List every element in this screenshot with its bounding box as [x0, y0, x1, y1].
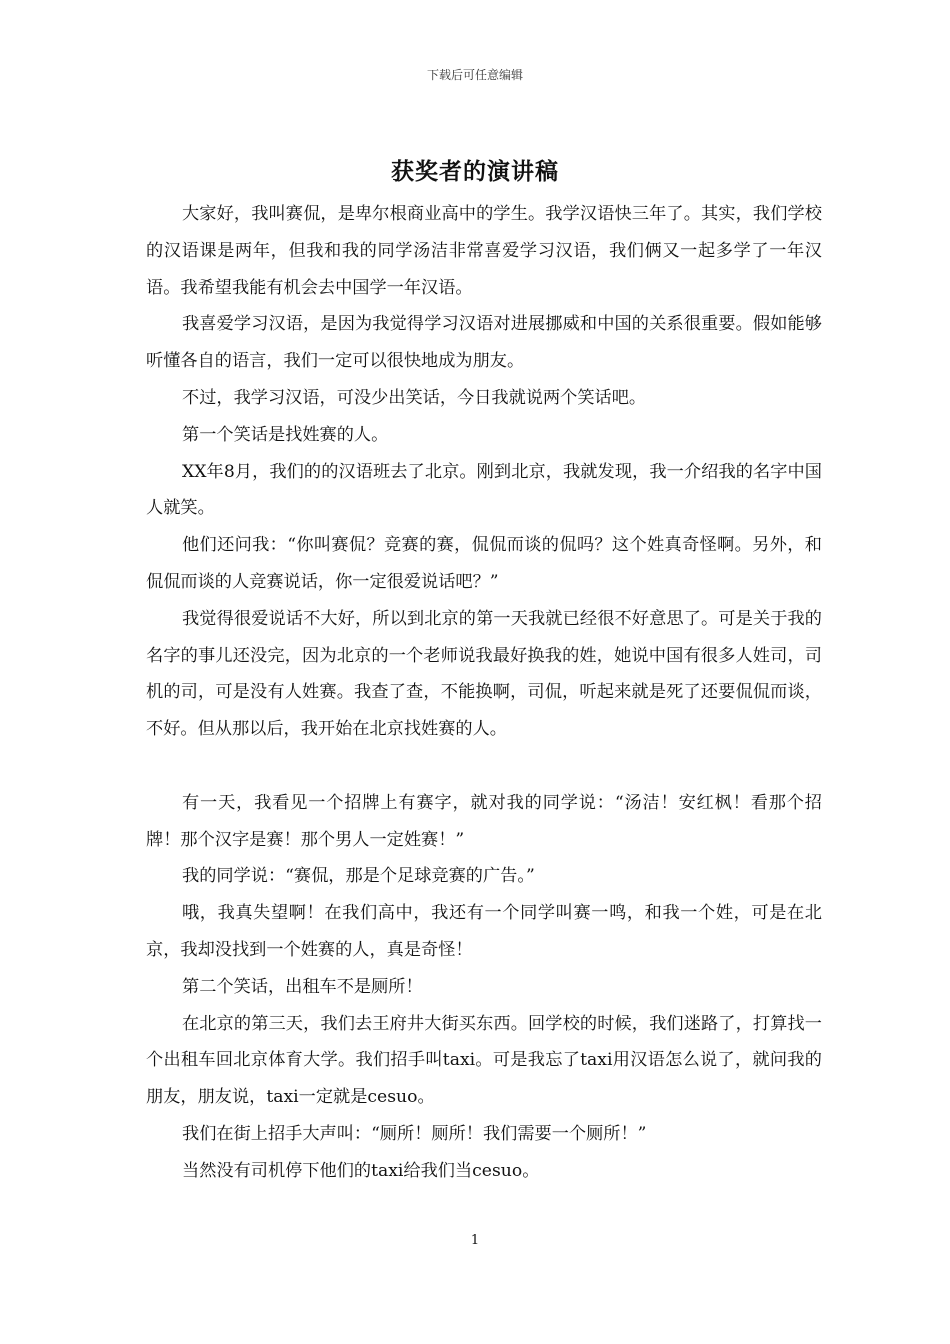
paragraph-7: 我觉得很爱说话不大好，所以到北京的第一天我就已经很不好意思了。可是关于我的名字的事儿还没完，因为北京的一个老师说我最好换我的姓，她说中国有很多人姓司，司机的司，可是没有人姓赛。我查了查，不能换啊，司侃，听起来就是死了还要侃侃而谈，不好。但从那以后，我开始在北京找姓赛的人。 [146, 608, 822, 740]
paragraph-2: 我喜爱学习汉语，是因为我觉得学习汉语对进展挪威和中国的关系很重要。假如能够听懂各自的语言，我们一定可以很快地成为朋友。 [146, 314, 822, 372]
header-note: 下载后可任意编辑 [426, 68, 523, 82]
paragraph-5: XX年8月，我们的的汉语班去了北京。刚到北京，我就发现，我一介绍我的名字中国人就笑。 [146, 461, 822, 519]
paragraph-10: 哦，我真失望啊！在我们高中，我还有一个同学叫赛一鸣，和我一个姓，可是在北京，我却没找到一个姓赛的人，真是奇怪！ [146, 903, 822, 960]
paragraph-12: 在北京的第三天，我们去王府井大街买东西。回学校的时候，我们迷路了，打算找一个出租车回北京体育大学。我们招手叫taxi。可是我忘了taxi用汉语怎么说了，就问我的朋友，朋友说，taxi一定就是cesuo。 [146, 1013, 822, 1108]
blank-line [146, 748, 822, 785]
paragraph-9: 我的同学说：“赛侃，那是个足球竞赛的广告。” [182, 866, 535, 887]
document-body [146, 196, 822, 1190]
paragraph-11: 第二个笑话，出租车不是厕所！ [182, 976, 423, 997]
paragraph-8: 有一天，我看见一个招牌上有赛字，就对我的同学说：“汤洁！安红枫！看那个招牌！那个汉字是赛！那个男人一定姓赛！” [146, 792, 822, 850]
paragraph-1: 大家好，我叫赛侃，是卑尔根商业高中的学生。我学汉语快三年了。其实，我们学校的汉语课是两年，但我和我的同学汤洁非常喜爱学习汉语，我们俩又一起多学了一年汉语。我希望我能有机会去中国学一年汉语。 [146, 204, 822, 298]
paragraph-3: 不过，我学习汉语，可没少出笑话，今日我就说两个笑话吧。 [182, 387, 647, 408]
paragraph-6: 他们还问我：“你叫赛侃？竞赛的赛，侃侃而谈的侃吗？这个姓真奇怪啊。另外，和侃侃而谈的人竞赛说话，你一定很爱说话吧？” [146, 535, 822, 592]
page-number: 1 [470, 1233, 480, 1248]
paragraph-14: 当然没有司机停下他们的taxi给我们当cesuo。 [182, 1160, 540, 1181]
document-title: 获奖者的演讲稿 [391, 158, 559, 185]
paragraph-13: 我们在街上招手大声叫：“厕所！厕所！我们需要一个厕所！” [182, 1123, 647, 1144]
paragraph-4: 第一个笑话是找姓赛的人。 [182, 424, 389, 445]
